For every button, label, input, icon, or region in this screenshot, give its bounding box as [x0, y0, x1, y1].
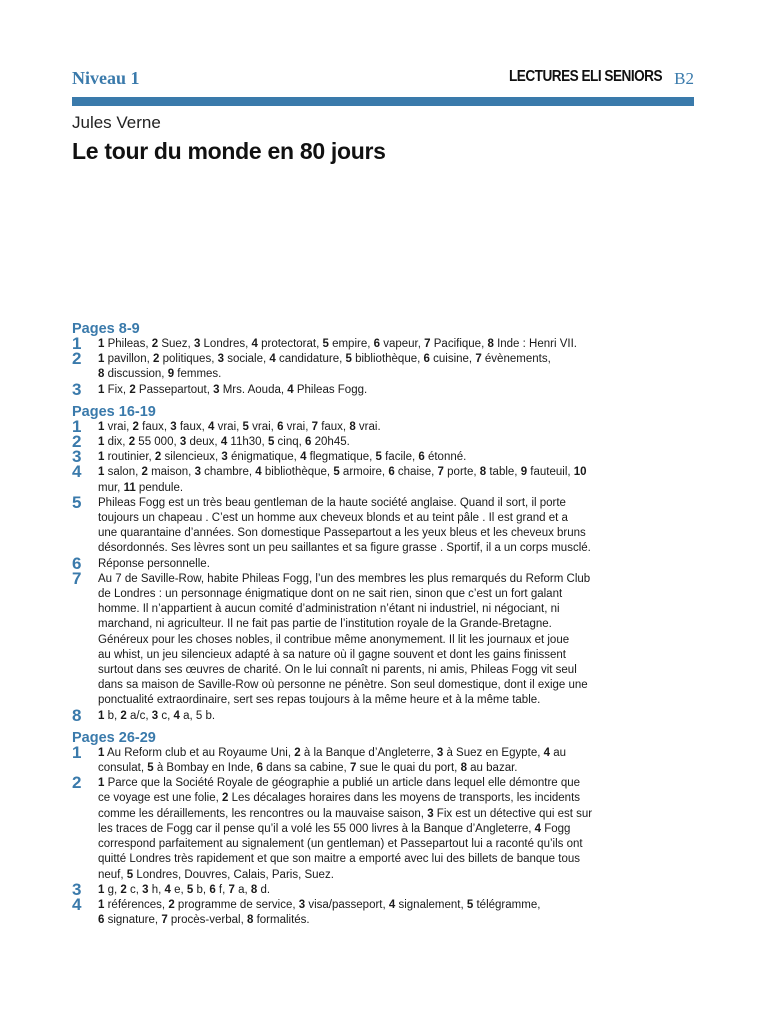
answer-item: [72, 894, 694, 928]
exercise-number: 1: [72, 416, 82, 436]
answer-item: [72, 879, 694, 899]
answer-item: [72, 705, 694, 725]
answer-text: Phileas Fogg est un très beau gentleman de la haute société anglaise. Quand il sort, il porte toujours un chapeau . C’est un homme aux cheveux blonds et au teint pâle . Il est grand et a une quarantaine d’années. Son domestique Passepartout a les yeux bleus et les cheveux bruns désordonnés. Ses lèvres sont un peu saillantes et sa figure grasse . Sportif, il a un corps musclé.: [98, 496, 591, 555]
header-rule: [72, 97, 694, 106]
exercise-number: 2: [72, 432, 82, 452]
exercise-number: 2: [72, 773, 82, 793]
level-code: B2: [674, 69, 694, 88]
answer-item: [72, 447, 694, 467]
section-heading: Pages 26-29: [72, 729, 156, 746]
answer-item: [72, 432, 694, 452]
exercise-number: 2: [72, 349, 82, 369]
answer-item: [72, 553, 694, 573]
answer-item: [72, 773, 694, 882]
answer-item: [72, 334, 694, 353]
exercise-number: 4: [72, 462, 82, 482]
exercise-number: 8: [72, 705, 82, 725]
answer-text: 1 routinier, 2 silencieux, 3 énigmatique, 4 flegmatique, 5 facile, 6 étonné.: [98, 451, 467, 464]
answer-text: Au 7 de Saville-Row, habite Phileas Fogg, l’un des membres les plus remarqués du Reform Club de Londres : un personnage énigmatique dont on ne sait rien, sinon que c’est un fort galant homme. Il n’appartient à aucun comité d’administration n’étant ni industriel, ni négociant, ni marchand, ni agriculteur. Il ne fait pas partie de l’institution royale de la Grande-Bretagne. Généreux pour les choses nobles, il contribue même anonymement. Il lit les journaux et joue au whist, un jeu silencieux adapté à sa nature où il gagne souvent et dont les gains finissent surtout dans ses œuvres de charité. On le lui connaît ni parents, ni amis, Phileas Fogg vit seul dans sa maison de Saville-Row où personne ne pénètre. Son seul domestique, dont il exige une ponctualité extraordinaire, sert ses repas toujours à la même heure et à la même table.: [98, 572, 591, 707]
answer-text: 1 dix, 2 55 000, 3 deux, 4 11h30, 5 cinq, 6 20h45.: [98, 436, 350, 449]
answer-text: 1 salon, 2 maison, 3 chambre, 4 bibliothèque, 5 armoire, 6 chaise, 7 porte, 8 table, 9 fauteuil, 10 mur, 11 pendule.: [98, 466, 587, 494]
answer-text: 1 Phileas, 2 Suez, 3 Londres, 4 protectorat, 5 empire, 6 vapeur, 7 Pacifique, 8 Inde : Henri VII.: [98, 338, 577, 350]
answer-text: 1 Parce que la Société Royale de géographie a publié un article dans lequel elle démontre que ce voyage est une folie, 2 Les décalages horaires dans les moyens de transports, les incidents comme les déraillements, les rencontres ou la mauvaise saison, 3 Fix est un détective qui est sur les traces de Fogg car il pense qu’il a volé les 55 000 livres à la Banque d’Angleterre, 4 Fogg correspond parfaitement au signalement (un gentleman) et Passepartout lui a raconté qu’ils ont quitté Londres très rapidement et que son maitre a emporté avec lui des billets de banque tous neuf, 5 Londres, Douvres, Calais, Paris, Suez.: [98, 777, 593, 881]
exercise-number: 4: [72, 894, 82, 914]
answer-item: [72, 416, 694, 436]
answer-item: [72, 492, 694, 557]
answer-text: 1 b, 2 a/c, 3 c, 4 a, 5 b.: [98, 709, 216, 722]
answer-text: 1 vrai, 2 faux, 3 faux, 4 vrai, 5 vrai, 6 vrai, 7 faux, 8 vrai.: [98, 420, 381, 433]
answer-item: [72, 462, 694, 495]
book-author: Jules Verne: [72, 113, 161, 132]
exercise-number: 1: [72, 334, 82, 353]
section-heading: Pages 16-19: [72, 403, 156, 420]
section-heading: Pages 8-9: [72, 321, 140, 337]
page-header: [72, 66, 694, 96]
exercise-number: 6: [72, 553, 82, 573]
answer-item: [72, 379, 694, 399]
exercise-number: 3: [72, 379, 82, 399]
answer-text: 1 Fix, 2 Passepartout, 3 Mrs. Aouda, 4 Phileas Fogg.: [98, 383, 368, 396]
answer-item: [72, 349, 694, 382]
answer-item: [72, 742, 694, 776]
answer-text: Réponse personnelle.: [98, 557, 210, 570]
exercise-number: 1: [72, 742, 82, 762]
exercise-number: 3: [72, 879, 82, 899]
collection-name: LECTURES ELI SENIORS: [508, 68, 662, 85]
answer-text: 1 références, 2 programme de service, 3 visa/passeport, 4 signalement, 5 télégramme, 6 signature, 7 procès-verbal, 8 formalités.: [98, 898, 541, 927]
answer-text: 1 g, 2 c, 3 h, 4 e, 5 b, 6 f, 7 a, 8 d.: [98, 883, 271, 896]
exercise-number: 5: [72, 492, 82, 512]
answer-key: [72, 321, 694, 928]
book-title: Le tour du monde en 80 jours: [72, 138, 386, 164]
level-label: Niveau 1: [72, 68, 140, 88]
exercise-number: 3: [72, 447, 82, 467]
answer-text: 1 Au Reform club et au Royaume Uni, 2 à la Banque d’Angleterre, 3 à Suez en Egypte, 4 au consulat, 5 à Bombay en Inde, 6 dans sa cabine, 7 sue le quai du port, 8 au bazar.: [98, 746, 567, 775]
answer-text: 1 pavillon, 2 politiques, 3 sociale, 4 candidature, 5 bibliothèque, 6 cuisine, 7 évènements, 8 discussion, 9 femmes.: [98, 353, 551, 381]
exercise-number: 7: [72, 568, 82, 588]
answer-item: [72, 568, 694, 709]
